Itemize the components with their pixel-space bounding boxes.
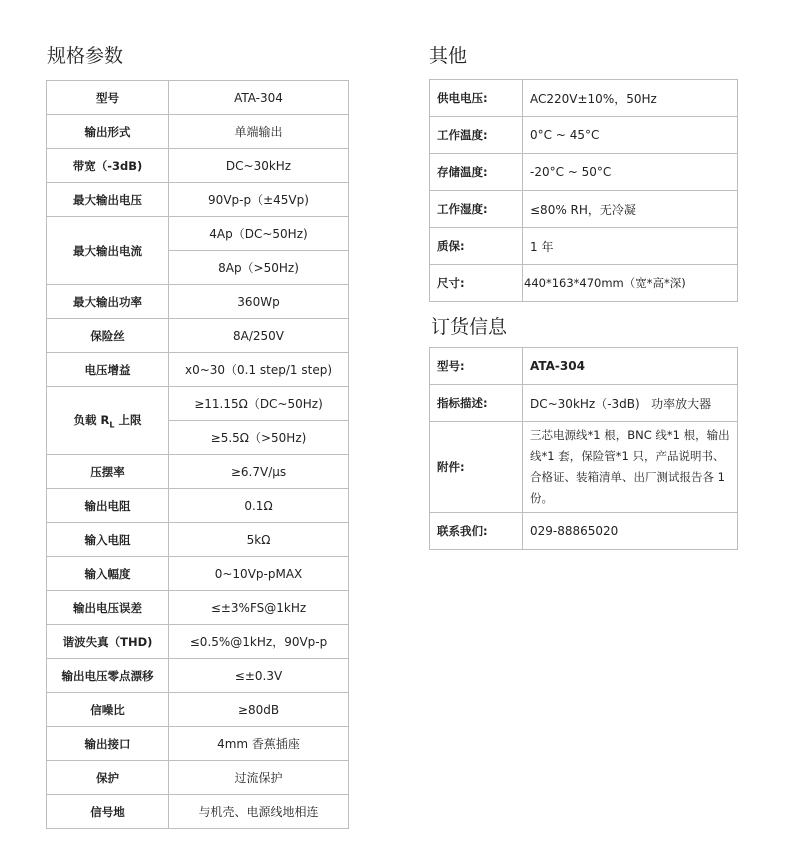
table-row <box>47 387 349 421</box>
spec-label <box>47 387 169 455</box>
spec-label-prefix: 负载 R <box>73 412 110 427</box>
spec-label: 最大输出功率 <box>47 285 169 319</box>
order-table <box>429 347 738 550</box>
table-row <box>430 513 738 550</box>
table-row <box>47 353 349 387</box>
table-row <box>47 285 349 319</box>
order-label: 指标描述: <box>430 385 523 422</box>
spec-label: 最大输出电压 <box>47 183 169 217</box>
other-section-title: 其他 <box>429 45 468 67</box>
order-label: 型号: <box>430 348 523 385</box>
order-value: 029-88865020 <box>523 513 738 550</box>
spec-value: x0~30（0.1 step/1 step) <box>169 353 349 387</box>
table-row <box>47 81 349 115</box>
order-label: 联系我们: <box>430 513 523 550</box>
spec-value: ≥5.5Ω（>50Hz) <box>169 421 349 455</box>
spec-label: 输出电阻 <box>47 489 169 523</box>
other-value: AC220V±10%，50Hz <box>523 80 738 117</box>
table-row <box>47 659 349 693</box>
spec-label: 输入电阻 <box>47 523 169 557</box>
order-label: 附件: <box>430 422 523 513</box>
other-label: 尺寸: <box>430 265 523 302</box>
other-table <box>429 79 738 302</box>
spec-value: 单端输出 <box>169 115 349 149</box>
spec-value: ≥80dB <box>169 693 349 727</box>
spec-label: 压摆率 <box>47 455 169 489</box>
spec-label: 输出接口 <box>47 727 169 761</box>
table-row <box>47 217 349 251</box>
spec-label: 保险丝 <box>47 319 169 353</box>
table-row <box>430 228 738 265</box>
spec-value: ATA-304 <box>169 81 349 115</box>
other-value: ≤80% RH，无冷凝 <box>523 191 738 228</box>
other-label: 工作温度: <box>430 117 523 154</box>
table-row <box>47 795 349 829</box>
table-row <box>430 422 738 513</box>
spec-label-subscript: L <box>109 420 115 430</box>
spec-value: 4mm 香蕉插座 <box>169 727 349 761</box>
other-value: 0°C ~ 45°C <box>523 117 738 154</box>
spec-label: 输出电压误差 <box>47 591 169 625</box>
table-row <box>47 183 349 217</box>
table-row <box>47 761 349 795</box>
spec-label-suffix: 上限 <box>114 412 142 427</box>
spec-label: 最大输出电流 <box>47 217 169 285</box>
table-row <box>430 348 738 385</box>
table-row <box>430 265 738 302</box>
spec-value: ≤±0.3V <box>169 659 349 693</box>
table-row <box>47 455 349 489</box>
table-row <box>430 80 738 117</box>
spec-label: 型号 <box>47 81 169 115</box>
other-value: 440*163*470mm（宽*高*深) <box>523 265 738 302</box>
spec-value: 4Ap（DC~50Hz) <box>169 217 349 251</box>
other-label: 工作湿度: <box>430 191 523 228</box>
spec-table <box>46 80 349 829</box>
table-row <box>47 727 349 761</box>
spec-value: 5kΩ <box>169 523 349 557</box>
spec-label: 信噪比 <box>47 693 169 727</box>
order-value: ATA-304 <box>523 348 738 385</box>
spec-label: 电压增益 <box>47 353 169 387</box>
spec-value: ≤0.5%@1kHz，90Vp-p <box>169 625 349 659</box>
table-row <box>47 523 349 557</box>
other-label: 存储温度: <box>430 154 523 191</box>
table-row <box>47 591 349 625</box>
table-row <box>430 154 738 191</box>
table-row <box>47 319 349 353</box>
table-row <box>47 693 349 727</box>
other-value: -20°C ~ 50°C <box>523 154 738 191</box>
order-value: DC~30kHz（-3dB) 功率放大器 <box>523 385 738 422</box>
table-row <box>430 191 738 228</box>
table-row <box>47 115 349 149</box>
spec-label: 输入幅度 <box>47 557 169 591</box>
spec-value: 8Ap（>50Hz) <box>169 251 349 285</box>
spec-label: 输出电压零点漂移 <box>47 659 169 693</box>
spec-value: ≤±3%FS@1kHz <box>169 591 349 625</box>
spec-value: 360Wp <box>169 285 349 319</box>
spec-label: 输出形式 <box>47 115 169 149</box>
spec-label: 信号地 <box>47 795 169 829</box>
spec-value: 过流保护 <box>169 761 349 795</box>
table-row <box>47 149 349 183</box>
spec-value: 与机壳、电源线地相连 <box>169 795 349 829</box>
spec-label: 保护 <box>47 761 169 795</box>
spec-value: ≥11.15Ω（DC~50Hz) <box>169 387 349 421</box>
spec-value: DC~30kHz <box>169 149 349 183</box>
table-row <box>430 117 738 154</box>
spec-value: 8A/250V <box>169 319 349 353</box>
table-row <box>47 557 349 591</box>
other-value: 1 年 <box>523 228 738 265</box>
spec-label: 带宽（-3dB) <box>47 149 169 183</box>
other-label: 质保: <box>430 228 523 265</box>
spec-value: 0~10Vp-pMAX <box>169 557 349 591</box>
spec-label: 谐波失真（THD) <box>47 625 169 659</box>
table-row <box>47 489 349 523</box>
spec-value: ≥6.7V/μs <box>169 455 349 489</box>
order-section-title: 订货信息 <box>431 316 508 338</box>
other-label: 供电电压: <box>430 80 523 117</box>
spec-section-title: 规格参数 <box>47 45 124 67</box>
table-row <box>430 385 738 422</box>
order-value: 三芯电源线*1 根，BNC 线*1 根，输出线*1 套，保险管*1 只，产品说明书、合格证、装箱清单、出厂测试报告各 1 份。 <box>523 422 738 513</box>
table-row <box>47 625 349 659</box>
spec-value: 90Vp-p（±45Vp) <box>169 183 349 217</box>
spec-value: 0.1Ω <box>169 489 349 523</box>
